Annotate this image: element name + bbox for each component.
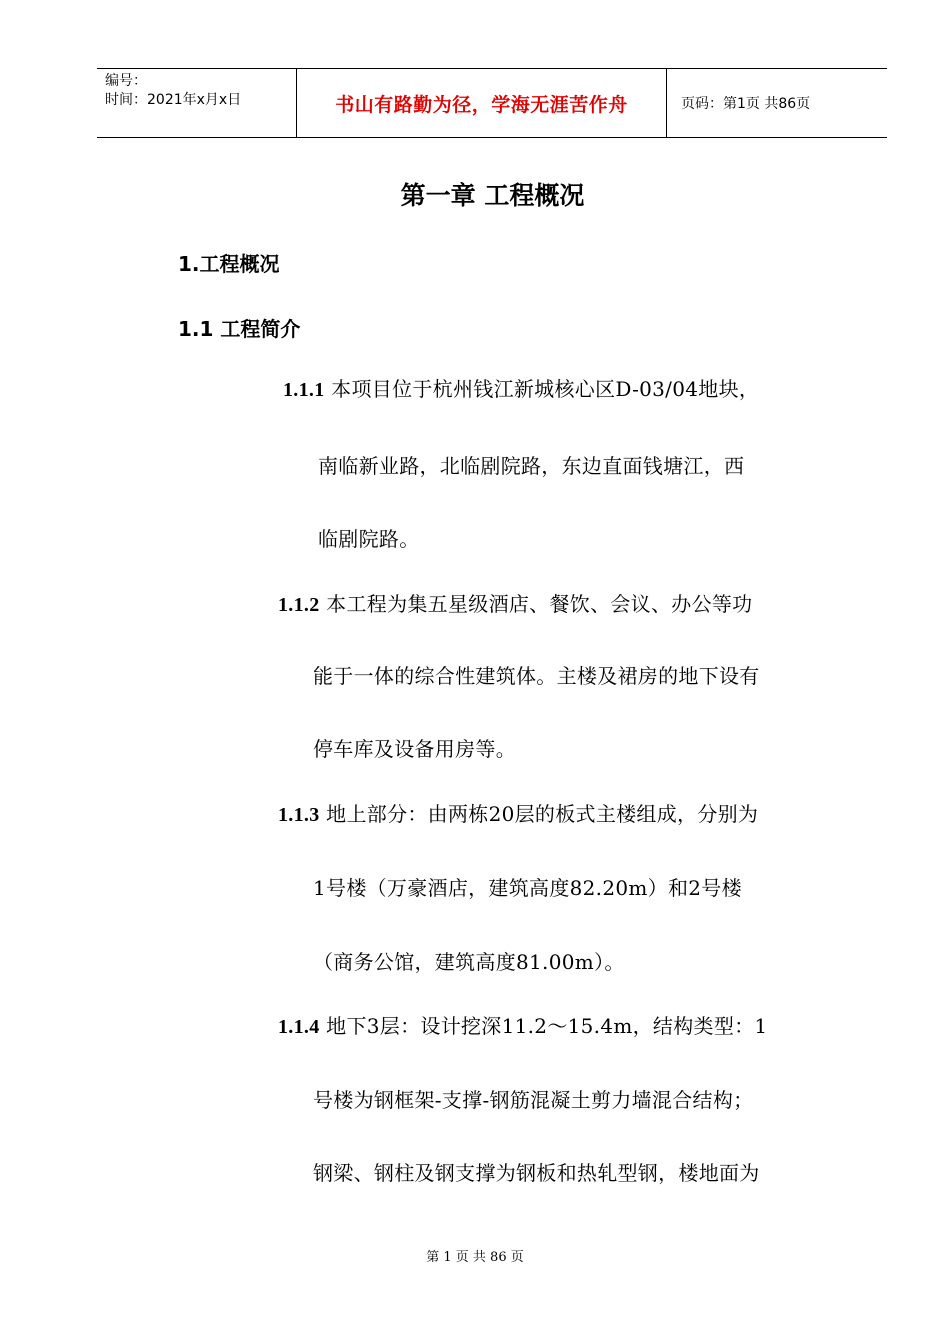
paragraph-line: 临剧院路。 bbox=[318, 527, 420, 551]
item-text: 地下3层：设计挖深11.2～15.4m，结构类型：1 bbox=[326, 1014, 768, 1038]
page-footer: 第 1 页 共 86 页 bbox=[426, 1250, 524, 1265]
item-text: 本工程为集五星级酒店、餐饮、会议、办公等功 bbox=[326, 592, 753, 616]
paragraph-line: 能于一体的综合性建筑体。主楼及裙房的地下设有 bbox=[313, 664, 760, 688]
section-heading-1: 1.工程概况 bbox=[178, 252, 280, 276]
section-heading-1-1: 1.1 工程简介 bbox=[178, 317, 301, 341]
header-meta-cell bbox=[97, 69, 297, 137]
paragraph-line bbox=[278, 798, 758, 827]
paragraph-line: 1号楼（万豪酒店，建筑高度82.20m）和2号楼 bbox=[313, 876, 742, 900]
header-table bbox=[97, 68, 887, 138]
paragraph-line: 号楼为钢框架-支撑-钢筋混凝土剪力墙混合结构； bbox=[313, 1088, 754, 1112]
document-number-label: 编号： bbox=[105, 73, 147, 89]
item-text: 本项目位于杭州钱江新城核心区D-03/04地块， bbox=[331, 377, 760, 401]
item-number: 1.1.1 bbox=[283, 379, 325, 401]
paragraph-line: 南临新业路，北临剧院路，东边直面钱塘江，西 bbox=[318, 454, 745, 478]
item-text: 地上部分：由两栋20层的板式主楼组成，分别为 bbox=[326, 802, 759, 826]
paragraph-line: 停车库及设备用房等。 bbox=[313, 737, 516, 761]
paragraph-line bbox=[283, 373, 759, 402]
chapter-title: 第一章 工程概况 bbox=[400, 181, 585, 210]
item-number: 1.1.3 bbox=[278, 804, 320, 826]
header-motto: 书山有路勤为径，学海无涯苦作舟 bbox=[297, 69, 667, 137]
item-number: 1.1.2 bbox=[278, 594, 320, 616]
document-time-label: 时间：2021年x月x日 bbox=[105, 92, 242, 108]
paragraph-line: （商务公馆，建筑高度81.00m）。 bbox=[313, 950, 625, 974]
paragraph-line: 钢梁、钢柱及钢支撑为钢板和热轧型钢，楼地面为 bbox=[313, 1161, 760, 1185]
header-page-info: 页码：第1页 共86页 bbox=[681, 96, 811, 112]
paragraph-line bbox=[278, 588, 752, 617]
item-number: 1.1.4 bbox=[278, 1016, 320, 1038]
paragraph-line bbox=[278, 1010, 767, 1039]
